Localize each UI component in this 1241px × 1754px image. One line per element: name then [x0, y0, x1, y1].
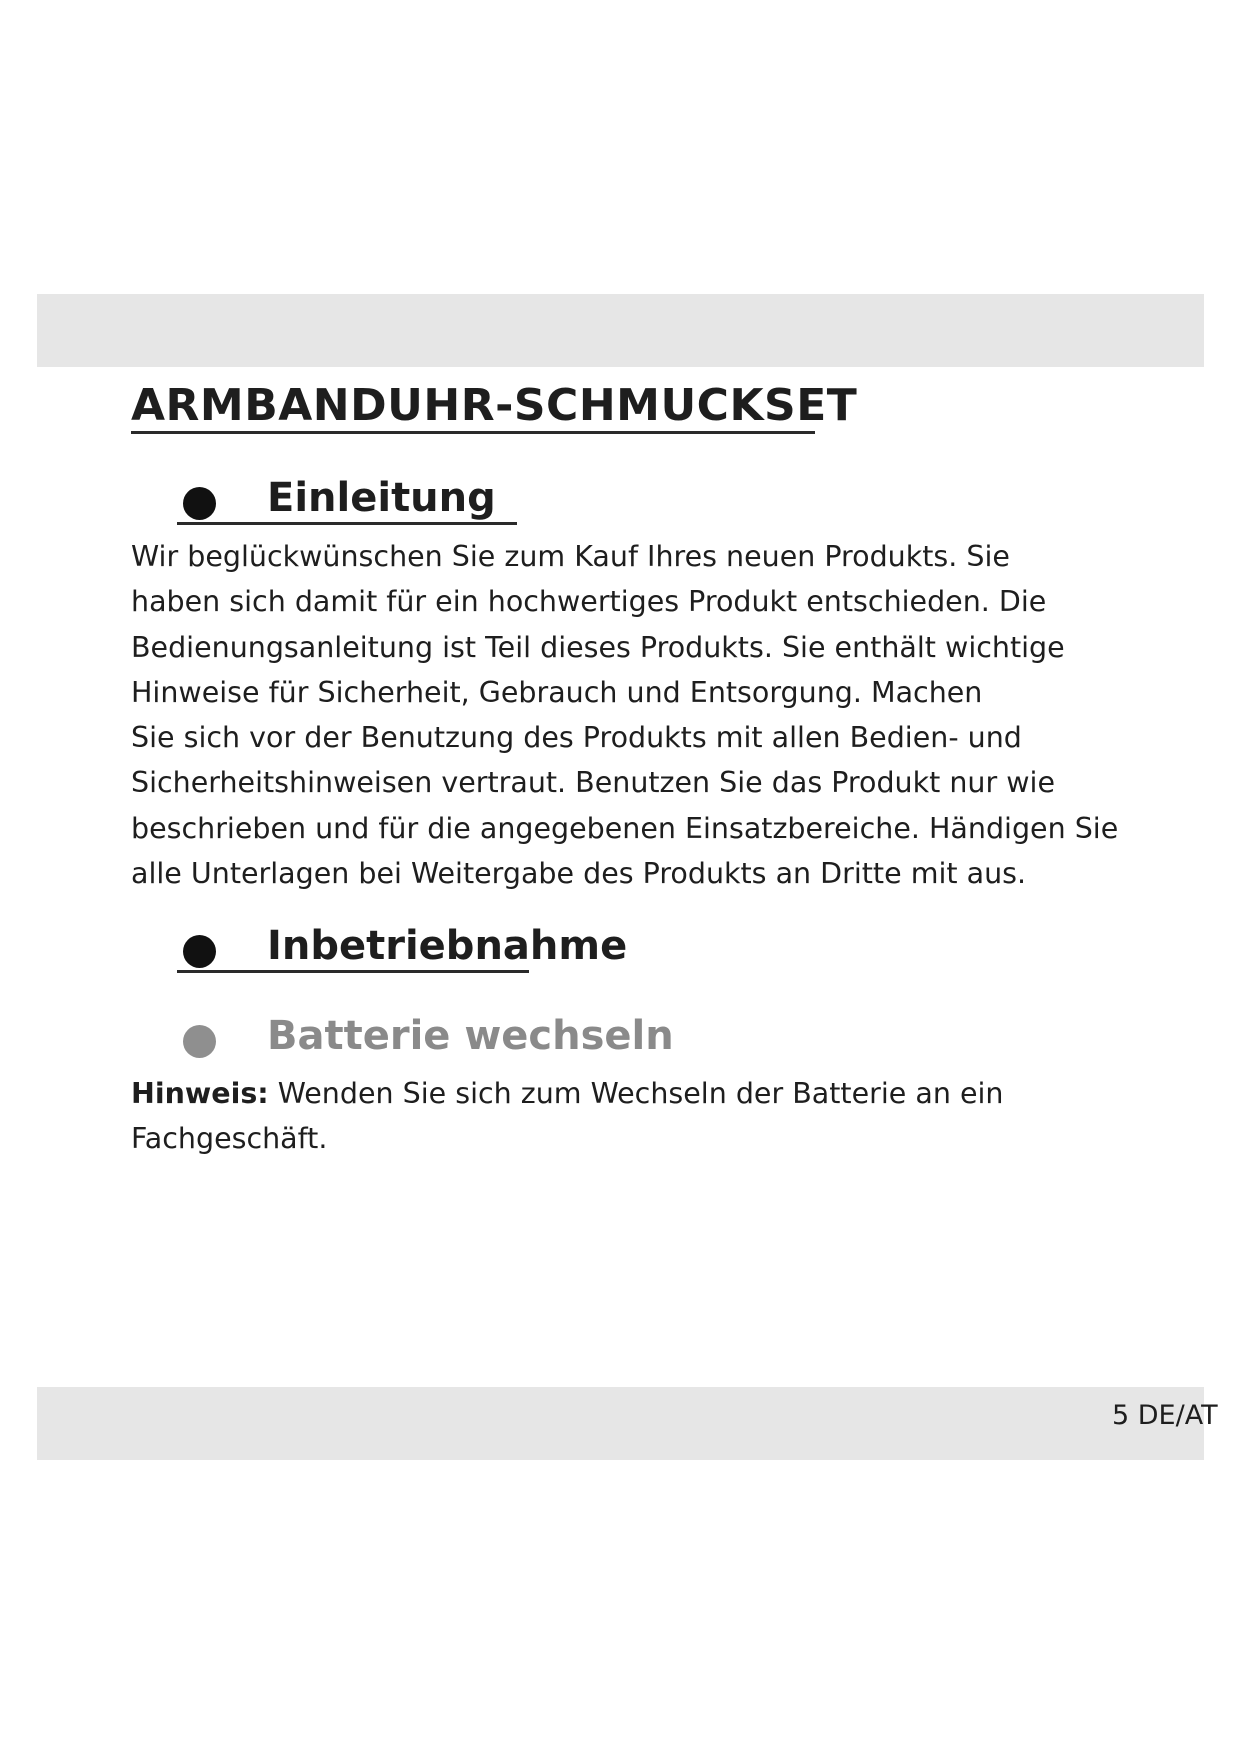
- bullet-icon: [183, 487, 216, 520]
- note-line: [131, 1071, 1171, 1116]
- section-heading: Einleitung: [267, 475, 496, 521]
- note-paragraph: [131, 1071, 1171, 1162]
- section-heading: Inbetriebnahme: [267, 923, 628, 969]
- document-title: ARMBANDUHR-SCHMUCKSET: [131, 380, 858, 431]
- bullet-icon: [183, 1025, 216, 1058]
- paragraph-line: Bedienungsanleitung ist Teil dieses Produkts. Sie enthält wichtige: [131, 630, 1065, 664]
- heading-underline: [177, 522, 517, 525]
- heading-underline: [177, 970, 529, 973]
- paragraph-line: alle Unterlagen bei Weitergabe des Produkts an Dritte mit aus.: [131, 857, 1027, 891]
- note-label: Hinweis:: [131, 1077, 269, 1110]
- footer-band: [37, 1387, 1218, 1460]
- paragraph-line: Sie sich vor der Benutzung des Produkts mit allen Bedien- und: [131, 721, 1022, 755]
- intro-paragraph: [131, 534, 1171, 896]
- paragraph-line: haben sich damit für ein hochwertiges Produkt entschieden. Die: [131, 585, 1047, 619]
- subsection-heading: Batterie wechseln: [267, 1013, 674, 1059]
- section-batterie-wechseln: [131, 1013, 1031, 1065]
- paragraph-line: Hinweise für Sicherheit, Gebrauch und Entsorgung. Machen: [131, 675, 983, 709]
- section-einleitung: [131, 475, 1031, 527]
- header-band: [37, 294, 1204, 367]
- paragraph-line: beschrieben und für die angegebenen Einsatzbereiche. Händigen Sie: [131, 811, 1119, 845]
- title-underline: [131, 431, 815, 434]
- page-number: 5 DE/AT: [1112, 1400, 1218, 1431]
- paragraph-line: Wir beglückwünschen Sie zum Kauf Ihres neuen Produkts. Sie: [131, 540, 1010, 573]
- note-line: Fachgeschäft.: [131, 1122, 328, 1156]
- paragraph-line: Sicherheitshinweisen vertraut. Benutzen Sie das Produkt nur wie: [131, 766, 1056, 800]
- note-text: Wenden Sie sich zum Wechseln der Batterie an ein: [268, 1077, 1004, 1110]
- section-inbetriebnahme: [131, 923, 1031, 975]
- bullet-icon: [183, 935, 216, 968]
